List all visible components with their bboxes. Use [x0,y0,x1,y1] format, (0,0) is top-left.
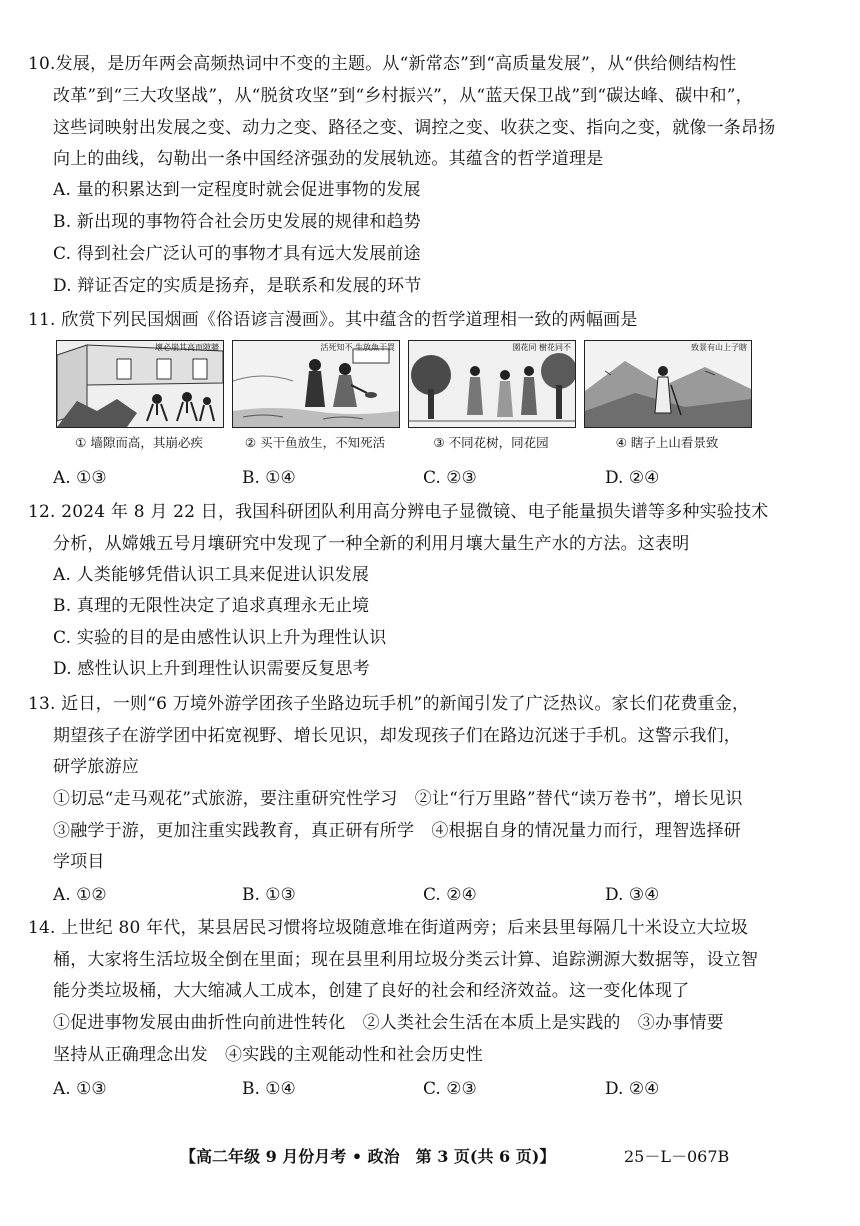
option-row [0,466,860,490]
panel-title: 活死知不 生放魚干買 [320,343,395,352]
option-d[interactable]: D. ③④ [605,885,660,905]
option-b[interactable]: B. ①③ [242,885,296,905]
option-row [0,1077,860,1101]
option-c[interactable]: C. 实验的目的是由感性认识上升为理性认识 [53,628,387,648]
statement-line: ③融学于游，更加注重实践教育，真正研有所学 ④根据自身的情况量力而行，理智选择研 [53,821,741,841]
option-c[interactable]: C. 得到社会广泛认可的事物才具有远大发展前途 [53,244,421,264]
panel-title: 致景有山上子瞎 [691,343,747,352]
option-b[interactable]: B. 新出现的事物符合社会历史发展的规律和趋势 [53,212,421,232]
question-stem-line: 13. 近日，一则“6 万境外游学团孩子坐路边玩手机”的新闻引发了广泛热议。家长们花费重金， [28,694,750,714]
option-d[interactable]: D. 辩证否定的实质是扬弃，是联系和发展的环节 [53,276,422,296]
option-d[interactable]: D. ②④ [605,1079,660,1099]
comic-strip [56,340,764,458]
question-stem-line: 期望孩子在游学团中拓宽视野、增长见识，却发现孩子们在路边沉迷于手机。这警示我们， [53,726,741,746]
option-b[interactable]: B. 真理的无限性决定了追求真理永无止境 [53,596,370,616]
option-a[interactable]: A. ①③ [53,1079,107,1099]
blind-man-mountain-illustration [585,341,751,427]
comic-caption-1: ① 墙隙而高，其崩必疾 [75,435,203,450]
question-stem-line: 向上的曲线，勾勒出一条中国经济强劲的发展轨迹。其蕴含的哲学道理是 [53,149,604,169]
comic-panel-4 [584,340,752,428]
question-stem-line: 12. 2024 年 8 月 22 日，我国科研团队利用高分辨电子显微镜、电子能量损失谱等多种实验技术 [28,502,769,522]
garden-trees-illustration [409,341,575,427]
option-d[interactable]: D. ②④ [605,468,660,488]
panel-title: 壞必崩其高而隙牆 [155,343,219,352]
comic-caption-3: ③ 不同花树，同花园 [433,435,549,450]
option-c[interactable]: C. ②④ [423,885,477,905]
option-row [0,883,860,907]
panel-title: 園花同 樹花同不 [512,343,571,352]
comic-caption-2: ② 买干鱼放生，不知死活 [244,435,386,450]
option-a[interactable]: A. 量的积累达到一定程度时就会促进事物的发展 [53,180,421,200]
fish-release-illustration [233,341,399,427]
question-stem-line: 14. 上世纪 80 年代，某县居民习惯将垃圾随意堆在街道两旁；后来县里每隔几十米设立大垃圾 [28,918,749,938]
question-stem-line: 10.发展，是历年两会高频热词中不变的主题。从“新常态”到“高质量发展”，从“供给侧结构性 [28,54,737,74]
option-b[interactable]: B. ①④ [242,1079,296,1099]
question-stem-line: 研学旅游应 [53,757,139,777]
question-stem-line: 改革”到“三大攻坚战”，从“脱贫攻坚”到“乡村振兴”，从“蓝天保卫战”到“碳达峰、碳中和”， [53,86,753,106]
option-c[interactable]: C. ②③ [423,1079,477,1099]
statement-line: 坚持从正确理念出发 ④实践的主观能动性和社会历史性 [53,1045,483,1065]
question-stem-line: 分析，从嫦娥五号月壤研究中发现了一种全新的利用月壤大量生产水的方法。这表明 [53,534,690,554]
comic-panel-2 [232,340,400,428]
option-b[interactable]: B. ①④ [242,468,296,488]
comic-caption-4: ④ 瞎子上山看景致 [615,435,719,450]
question-stem-line: 桶，大家将生活垃圾全倒在里面；现在县里利用垃圾分类云计算、追踪溯源大数据等，设立智 [53,950,759,970]
page-footer-title: 【高二年级 9 月份月考 • 政治 第 3 页(共 6 页)】 [180,1147,556,1166]
question-stem-line: 能分类垃圾桶，大大缩减人工成本，创建了良好的社会和经济效益。这一变化体现了 [53,981,690,1001]
statement-line: ①促进事物发展由曲折性向前进性转化 ②人类社会生活在本质上是实践的 ③办事情要 [53,1013,724,1033]
question-stem-line: 这些词映射出发展之变、动力之变、路径之变、调控之变、收获之变、指向之变，就像一条昂扬 [53,118,776,138]
option-c[interactable]: C. ②③ [423,468,477,488]
question-stem-line: 11. 欣赏下列民国烟画《俗语谚言漫画》。其中蕴含的哲学道理相一致的两幅画是 [28,310,638,330]
option-d[interactable]: D. 感性认识上升到理性认识需要反复思考 [53,659,370,679]
statement-line: 学项目 [53,852,105,872]
comic-panel-1 [56,340,224,428]
comic-panel-3 [408,340,576,428]
option-a[interactable]: A. 人类能够凭借认识工具来促进认识发展 [53,565,370,585]
wall-collapse-illustration [57,341,223,427]
statement-line: ①切忌“走马观花”式旅游，要注重研究性学习 ②让“行万里路”替代“读万卷书”，增长见识 [53,789,743,809]
option-a[interactable]: A. ①② [53,885,107,905]
option-a[interactable]: A. ①③ [53,468,107,488]
exam-code: 25－L－067B [624,1147,730,1166]
